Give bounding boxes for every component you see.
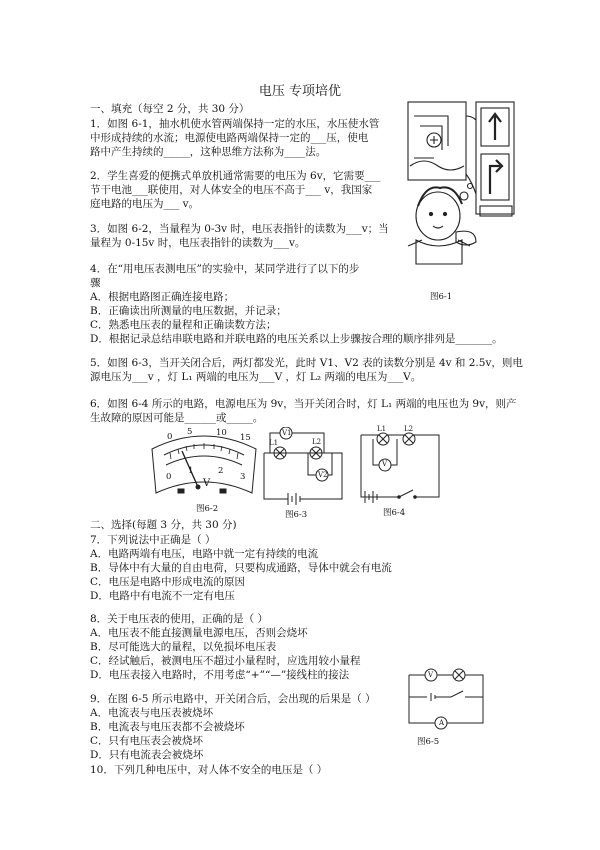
switch-symbol <box>399 490 413 497</box>
page-title: 电压 专项培优 <box>258 84 342 99</box>
q6-line-2: 生故障的原因可能是______或_____。 <box>90 412 264 424</box>
q1-line-2: 中形成持续的水流；电源使电路两端保持一定的___压，使电 <box>90 132 369 144</box>
q7-option-c: C．电压是电路中形成电流的原因 <box>90 576 246 588</box>
q9-option-a: A．电流表与电压表被烧坏 <box>90 707 214 719</box>
q4-option-b: B．正确读出所测量的电压数据，并记录； <box>90 305 287 317</box>
q3-line-1: 3．如图 6-2，当量程为 0-3v 时，电压表指针的读数为___v；当 <box>90 223 389 235</box>
section-1-heading: 一、填充（每空 2 分，共 30 分） <box>90 103 250 115</box>
q5-line-2: 源电压为___v ，灯 L₁ 两端的电压为___V ，灯 L₂ 两端的电压为___V。 <box>90 371 422 383</box>
q9-option-d: D．只有电流表会被烧坏 <box>90 749 204 761</box>
q1-line-3: 路中产生持续的_____，这种思维方法称为____法。 <box>90 146 327 158</box>
q7-option-b: B．导体中有大量的自由电荷，只要构成通路，导体中就会有电流 <box>90 562 392 574</box>
q4-line-2: 骤 <box>90 277 101 289</box>
figure-6-5 <box>405 667 487 731</box>
q10-stem: 10．下列几种电压中，对人体不安全的电压是（ ） <box>90 764 328 776</box>
q7-stem: 7．下列说法中正确是（ ） <box>90 534 216 546</box>
meter-tick-top-10: 10 <box>216 428 227 438</box>
q8-option-b: B．尽可能选大的量程，以免损坏电压表 <box>90 641 277 653</box>
meter-tick-bottom-2: 2 <box>218 466 224 476</box>
q2-line-2: 节干电池___联使用，对人体安全的电压不高于___ v，我国家 <box>90 184 373 196</box>
fig5-a-label: A <box>439 719 445 727</box>
q1-line-1: 1．如图 6-1，抽水机使水管两端保持一定的水压，水压使水管 <box>90 118 380 130</box>
q4-option-a: A．根据电路图正确连接电路； <box>90 291 235 303</box>
figure-6-1-label: 图6-1 <box>430 292 453 302</box>
figure-6-5-label: 图6-5 <box>417 737 440 747</box>
q4-line-1: 4．在“用电压表测电压”的实验中，某同学进行了以下的步 <box>90 263 360 275</box>
q3-line-2: 量程为 0-15v 时，电压表指针的读数为___v。 <box>90 237 306 249</box>
q9-option-b: B．电流表与电压表都不会被烧坏 <box>90 721 245 733</box>
fig4-l2-label: L2 <box>404 425 414 433</box>
meter-tick-top-5: 5 <box>187 427 193 437</box>
q8-stem: 8．关于电压表的使用，正确的是（ ） <box>90 613 269 625</box>
q9-stem: 9．在图 6-5 所示电路中，开关闭合后，会出现的后果是（ ） <box>90 693 376 705</box>
q4-option-d: D．根据记录总结串联电路和并联电路的电压关系以上步骤按合理的顺序排列是_______。 <box>90 333 503 345</box>
battery-symbol <box>288 493 300 505</box>
fig4-l1-label: L1 <box>377 425 387 433</box>
section-2-heading: 二、选择(每题 3 分，共 30 分) <box>90 519 237 531</box>
q4-option-c: C．熟悉电压表的量程和正确读数方法； <box>90 319 277 331</box>
battery-and-switch <box>409 691 483 701</box>
figure-6-4 <box>355 427 445 505</box>
figure-6-1 <box>400 96 540 286</box>
q2-line-3: 庭电路的电压为___ v。 <box>90 198 200 210</box>
meter-tick-top-0: 0 <box>167 432 173 442</box>
fig3-v1-label: V1 <box>282 429 292 437</box>
q8-option-d: D．电压表接入电路时，不用考虑“+”“—”接线柱的接法 <box>90 669 350 681</box>
q7-option-d: D．电路中有电流不一定有电压 <box>90 590 235 602</box>
meter-tick-top-15: 15 <box>240 433 251 443</box>
q9-option-c: C．只有电压表会被烧坏 <box>90 735 204 747</box>
fig3-l1-label: L1 <box>269 439 279 447</box>
q5-line-1: 5．如图 6-3，当开关闭合后，两灯都发光，此时 V1、V2 表的读数分别是 4v 和 2.5v，则电 <box>90 357 523 369</box>
fig3-v2-label: V2 <box>318 471 328 479</box>
fig3-l2-label: L2 <box>312 438 322 446</box>
q6-line-1: 6．如图 6-4 所示的电路，电源电压为 9v，当开关闭合时，灯 L₁ 两端的电压也为 9v，则产 <box>90 398 517 410</box>
meter-tick-bottom-0: 0 <box>166 472 172 482</box>
q2-line-1: 2．学生喜爱的便携式单放机通常需要的电压为 6v，它需要___ <box>90 170 381 182</box>
q8-option-a: A．电压表不能直接测量电源电压，否则会烧坏 <box>90 627 308 639</box>
q7-option-a: A．电路两端有电压，电路中就一定有持续的电流 <box>90 548 319 560</box>
meter-tick-bottom-3: 3 <box>240 472 246 482</box>
figure-6-4-label: 图6-4 <box>383 508 406 518</box>
child-head <box>416 192 460 240</box>
meter-unit-label: V <box>203 478 211 489</box>
q8-option-c: C．经试触后，被测电压不超过小量程时，应选用较小量程 <box>90 655 361 667</box>
figure-6-2-label: 图6-2 <box>196 504 219 514</box>
figure-6-3-label: 图6-3 <box>285 510 308 520</box>
water-tank-frame <box>408 102 466 180</box>
meter-tick-bottom-1: 1 <box>188 466 194 476</box>
fig4-v-label: V <box>382 460 388 468</box>
fig5-v-label: V <box>428 671 434 679</box>
